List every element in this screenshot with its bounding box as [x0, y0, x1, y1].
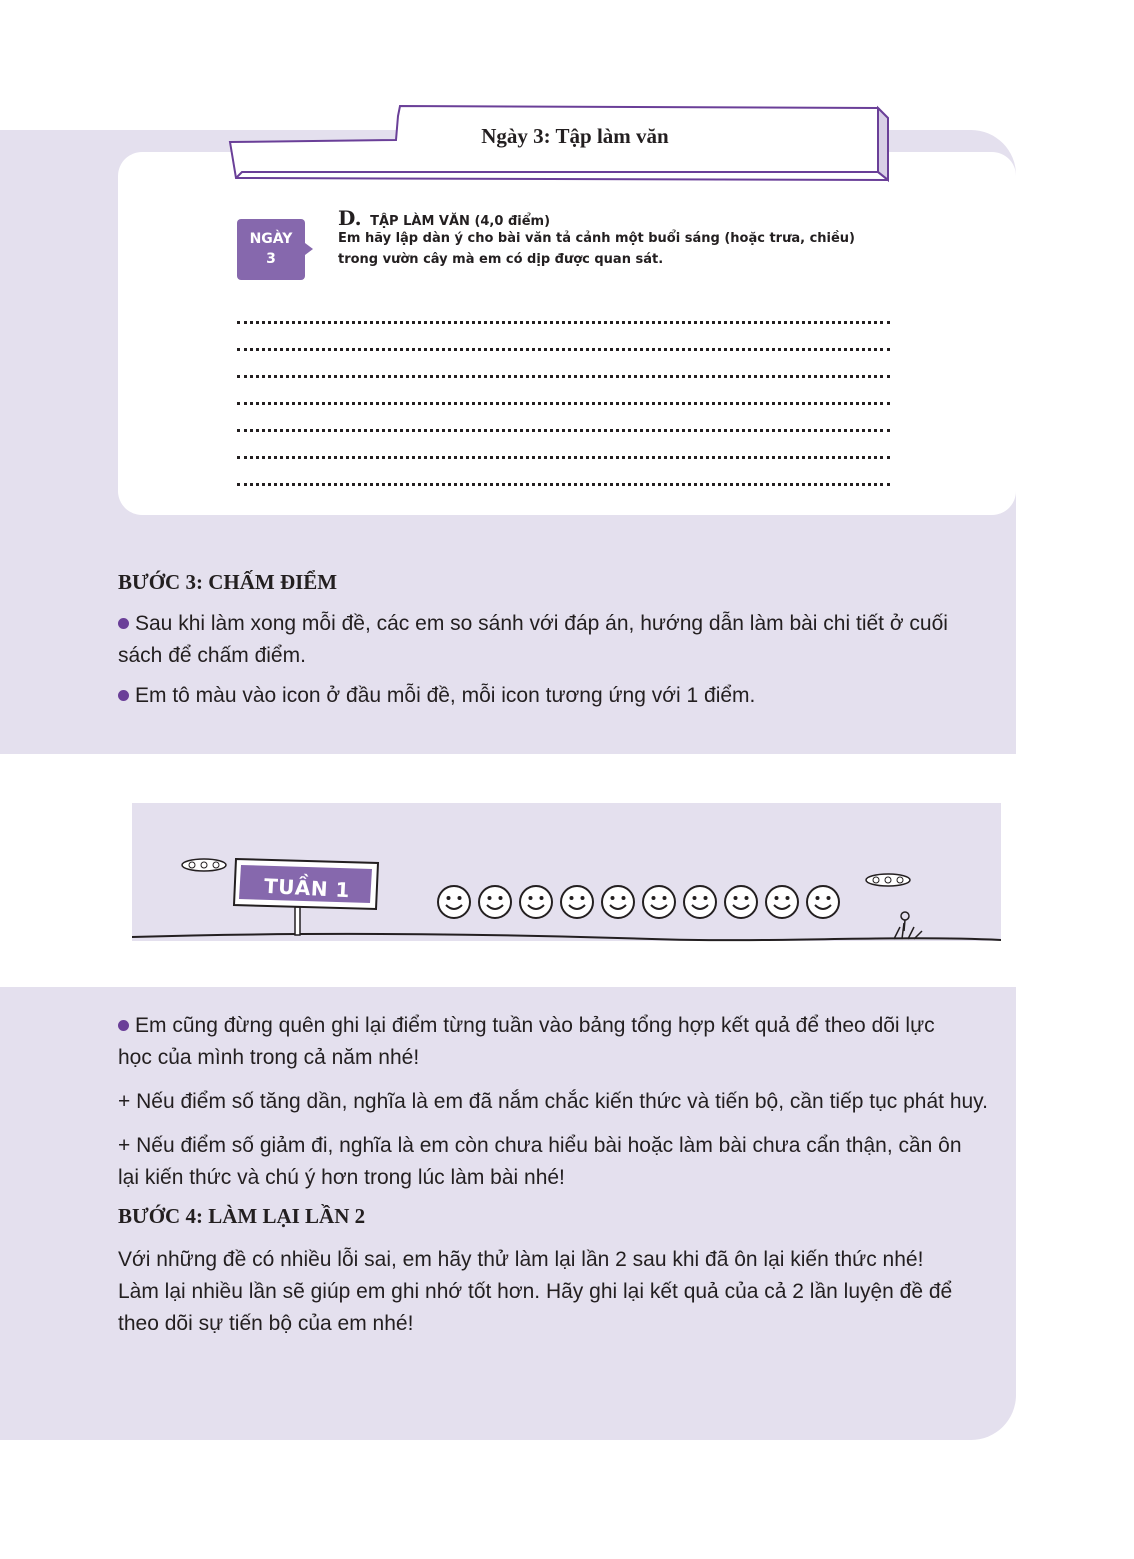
answer-line[interactable] — [237, 321, 890, 324]
day-badge — [237, 219, 305, 280]
smiley-face-icon[interactable] — [805, 884, 841, 920]
step4-line-2: Làm lại nhiều lần sẽ giúp em ghi nhớ tốt hơn. Hãy ghi lại kết quả của cả 2 lần luyện đề để — [118, 1280, 953, 1303]
smiley-face-icon[interactable] — [641, 884, 677, 920]
smiley-face-icon[interactable] — [477, 884, 513, 920]
bullet-dot-icon — [118, 618, 129, 629]
smiley-face-icon[interactable] — [436, 884, 472, 920]
exam-card — [118, 152, 1016, 515]
step3-bullet-1 — [118, 608, 1018, 672]
score-icons — [436, 884, 841, 920]
answer-line[interactable] — [237, 375, 890, 378]
step3-continued-section — [118, 1010, 1018, 1340]
step3-bullet-2-text: Em tô màu vào icon ở đầu mỗi đề, mỗi icon tương ứng với 1 điểm. — [135, 684, 756, 707]
step3-bullet-1-line-2: sách để chấm điểm. — [118, 644, 306, 667]
answer-line[interactable] — [237, 429, 890, 432]
step4-heading: BƯỚC 4: LÀM LẠI LẦN 2 — [118, 1204, 366, 1228]
plus-note-2 — [118, 1130, 1018, 1194]
step3-bullet-3-line-2: học của mình trong cả năm nhé! — [118, 1046, 420, 1069]
answer-line[interactable] — [237, 402, 890, 405]
bullet-dot-icon — [118, 690, 129, 701]
smiley-face-icon[interactable] — [518, 884, 554, 920]
plus-note-2-line-1: + Nếu điểm số giảm đi, nghĩa là em còn chưa hiểu bài hoặc làm bài chưa cẩn thận, cần ôn — [118, 1134, 962, 1157]
step4-line-1: Với những đề có nhiều lỗi sai, em hãy thử làm lại lần 2 sau khi đã ôn lại kiến thức nhé! — [118, 1248, 924, 1271]
smiley-face-icon[interactable] — [764, 884, 800, 920]
step4-line-3: theo dõi sự tiến bộ của em nhé! — [118, 1312, 414, 1335]
bullet-dot-icon — [118, 1020, 129, 1031]
day-badge-number: 3 — [266, 251, 276, 267]
week-sign-label: TUẦN 1 — [263, 873, 351, 903]
smiley-face-icon[interactable] — [600, 884, 636, 920]
step3-section — [118, 566, 1018, 712]
question-block — [338, 208, 898, 270]
grass-icon — [894, 912, 922, 939]
cloud-icon — [866, 874, 910, 886]
plus-note-1: + Nếu điểm số tăng dần, nghĩa là em đã nắm chắc kiến thức và tiến bộ, cần tiếp tục phát huy. — [118, 1090, 988, 1113]
prompt-line-2: trong vườn cây mà em có dịp được quan sát. — [338, 252, 664, 267]
day-badge-label: NGÀY — [249, 231, 293, 247]
step3-bullet-1-line-1: Sau khi làm xong mỗi đề, các em so sánh với đáp án, hướng dẫn làm bài chi tiết ở cuối — [135, 612, 948, 635]
step3-bullet-3 — [118, 1010, 1018, 1074]
plus-note-2-line-2: lại kiến thức và chú ý hơn trong lúc làm bài nhé! — [118, 1166, 565, 1189]
step3-bullet-3-line-1: Em cũng đừng quên ghi lại điểm từng tuần vào bảng tổng hợp kết quả để theo dõi lực — [135, 1014, 935, 1037]
section-letter: D. — [338, 206, 362, 230]
smiley-face-icon[interactable] — [559, 884, 595, 920]
smiley-face-icon[interactable] — [682, 884, 718, 920]
cloud-icon — [182, 859, 226, 871]
section-heading: TẬP LÀM VĂN (4,0 điểm) — [370, 214, 551, 229]
answer-line[interactable] — [237, 483, 890, 486]
step4-paragraph — [118, 1244, 1018, 1340]
exam-title: Ngày 3: Tập làm văn — [481, 124, 669, 148]
answer-line[interactable] — [237, 456, 890, 459]
smiley-face-icon[interactable] — [723, 884, 759, 920]
answer-line[interactable] — [237, 348, 890, 351]
prompt-line-1: Em hãy lập dàn ý cho bài văn tả cảnh một buổi sáng (hoặc trưa, chiều) — [338, 231, 855, 246]
step3-bullet-2 — [118, 680, 1018, 712]
step3-heading: BƯỚC 3: CHẤM ĐIỂM — [118, 570, 338, 594]
